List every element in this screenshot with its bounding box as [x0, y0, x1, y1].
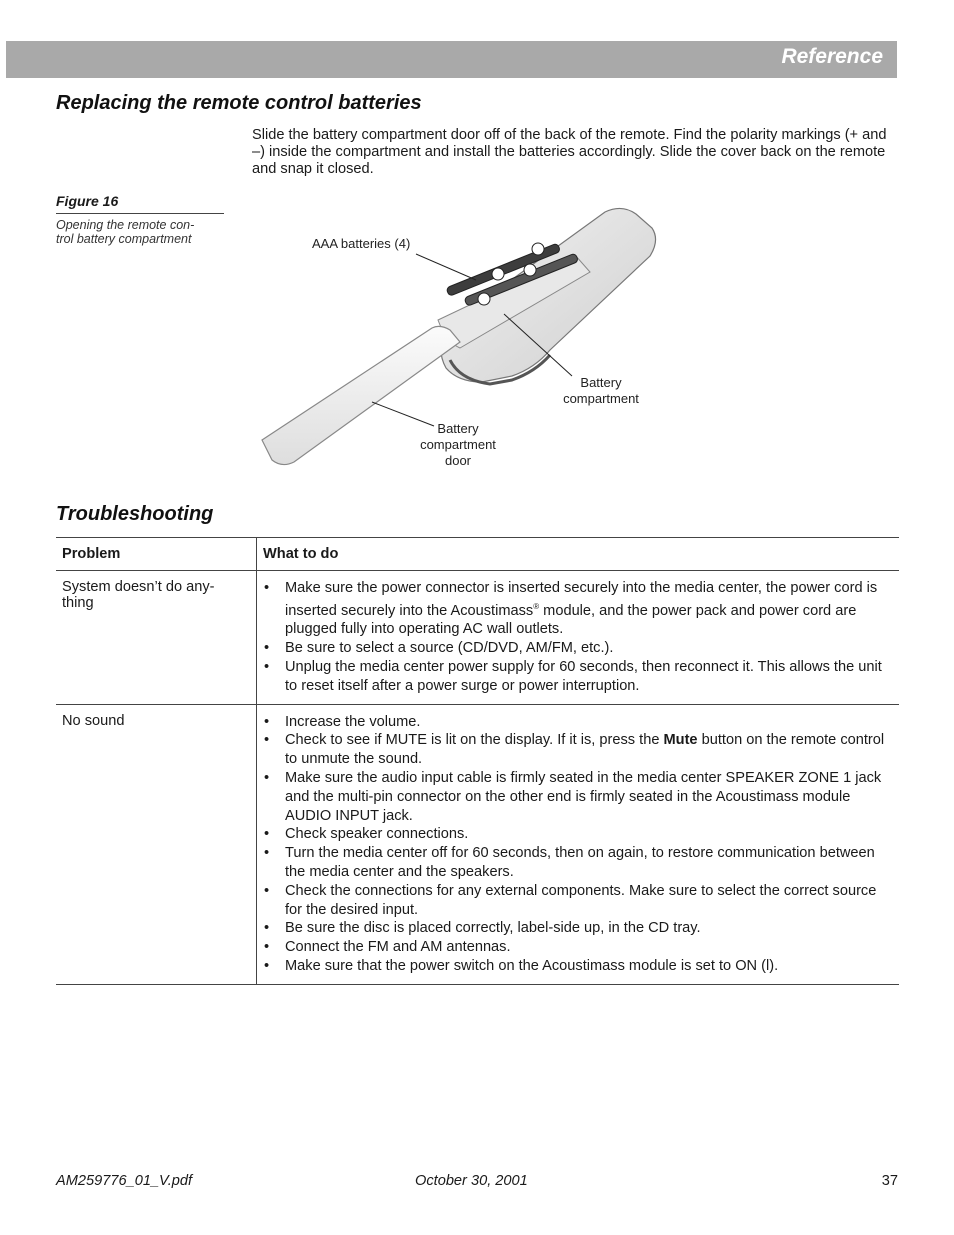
table-row	[56, 704, 899, 984]
list-item: • Connect the FM and AM antennas.	[263, 938, 891, 957]
batteries-heading: Replacing the remote control batteries	[56, 92, 422, 114]
figure-caption-line: trol battery compartment	[56, 232, 192, 246]
list-item: • Turn the media center off for 60 seconds, then on again, to restore communication between the media center and the speakers.	[263, 844, 891, 882]
problem-cell: System doesn’t do any-thing	[56, 571, 257, 705]
footer-filename: AM259776_01_V.pdf	[56, 1173, 193, 1189]
list-item: • Unplug the media center power supply for 60 seconds, then reconnect it. This allows the unit to reset itself after a power surge or power interruption.	[263, 658, 891, 696]
troubleshooting-heading: Troubleshooting	[56, 503, 214, 525]
figure-label: Figure 16	[56, 193, 224, 214]
list-item: • Check the connections for any external components. Make sure to select the correct source for the desired input.	[263, 882, 891, 920]
callout-line: door	[444, 453, 472, 468]
callout-line: compartment	[420, 437, 496, 452]
callout-line: compartment	[563, 391, 639, 406]
column-header-problem: Problem	[56, 538, 257, 571]
troubleshooting-table	[56, 537, 899, 985]
table-row	[56, 571, 899, 705]
section-header-bar	[6, 41, 897, 78]
batteries-intro: Slide the battery compartment door off of the back of the remote. Find the polarity markings (+ and –) inside the compartment and install the batteries accordingly. Slide the cover back on the remote and snap it closed.	[252, 127, 887, 177]
table-header-row	[56, 538, 899, 571]
callout-battery-compartment	[556, 375, 646, 407]
solution-list	[263, 713, 891, 976]
solution-list	[263, 579, 891, 696]
figure-caption-line: Opening the remote con-	[56, 218, 195, 232]
figure-caption	[56, 218, 216, 246]
list-item: • Make sure the power connector is inserted securely into the media center, the power cord is inserted securely into the Acoustimass® module, and the power pack and power cord are plugged fully into operating AC wall outlets.	[263, 579, 891, 639]
list-item: • Check speaker connections.	[263, 825, 891, 844]
callout-line: Battery	[437, 421, 479, 436]
problem-cell: No sound	[56, 704, 257, 984]
list-item: • Check to see if MUTE is lit on the display. If it is, press the Mute button on the remote control to unmute the sound.	[263, 731, 891, 769]
solution-cell	[257, 571, 900, 705]
section-title: Reference	[781, 45, 883, 68]
column-header-what-to-do: What to do	[257, 538, 900, 571]
callout-battery-door	[413, 421, 503, 469]
callout-aaa-batteries: AAA batteries (4)	[312, 236, 411, 251]
list-item: • Increase the volume.	[263, 713, 891, 732]
list-item: • Be sure the disc is placed correctly, label-side up, in the CD tray.	[263, 919, 891, 938]
callout-line: Battery	[580, 375, 622, 390]
list-item: • Make sure that the power switch on the Acoustimass module is set to ON (l).	[263, 957, 891, 976]
list-item: • Make sure the audio input cable is firmly seated in the media center SPEAKER ZONE 1 jack and the multi-pin connector on the other end is firmly seated in the Acoustimass module AUDIO INPUT jack.	[263, 769, 891, 825]
page-number: 37	[881, 1173, 898, 1189]
footer-date: October 30, 2001	[415, 1173, 528, 1189]
solution-cell	[257, 704, 900, 984]
list-item: • Be sure to select a source (CD/DVD, AM/FM, etc.).	[263, 639, 891, 658]
